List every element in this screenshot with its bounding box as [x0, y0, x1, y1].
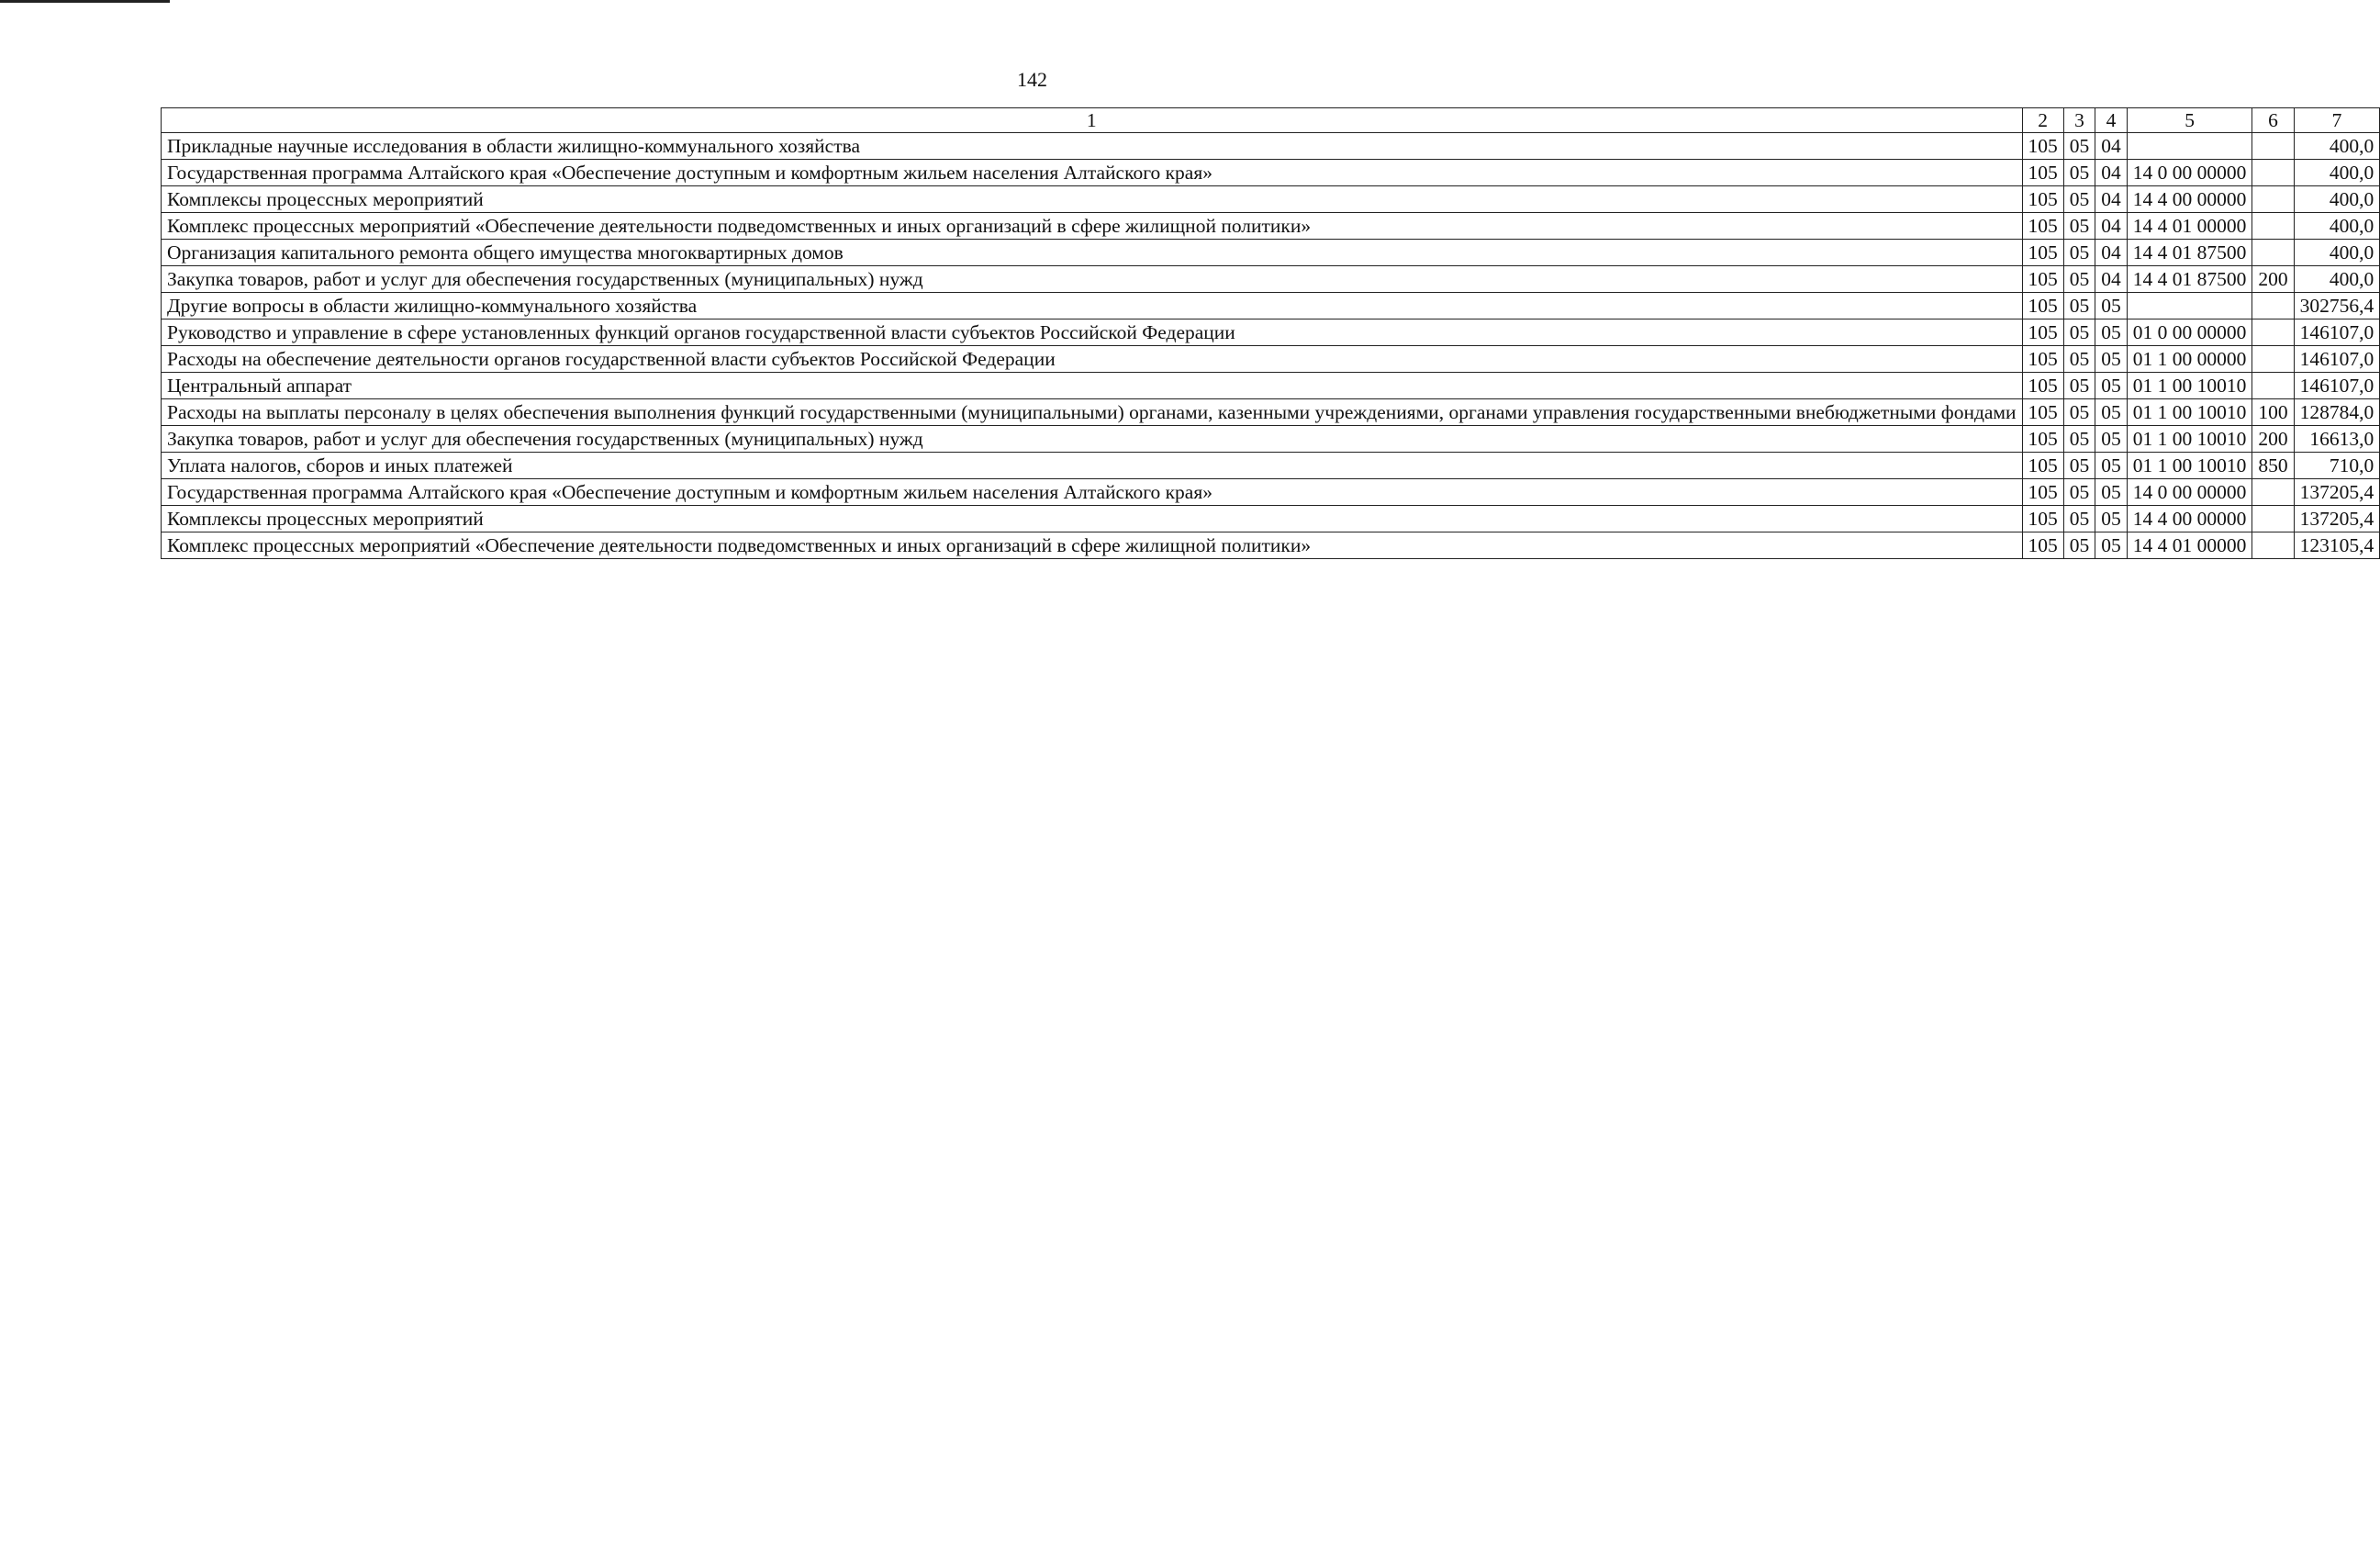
table-row [162, 213, 2380, 240]
amount: 710,0 [2294, 453, 2380, 479]
code-vid [2252, 373, 2294, 399]
code-glava: 105 [2022, 453, 2063, 479]
row-name: Расходы на обеспечение деятельности органов государственной власти субъектов Российской Федерации [162, 346, 2023, 373]
header-row [162, 108, 2380, 133]
code-target: 14 4 01 87500 [2127, 266, 2252, 293]
code-vid: 850 [2252, 453, 2294, 479]
table-row [162, 453, 2380, 479]
code-podrazdel: 05 [2095, 479, 2128, 506]
table-row [162, 266, 2380, 293]
row-name: Комплекс процессных мероприятий «Обеспечение деятельности подведомственных и иных организаций в сфере жилищной политики» [162, 213, 2023, 240]
code-podrazdel: 04 [2095, 213, 2128, 240]
column-header: 3 [2063, 108, 2095, 133]
code-podrazdel: 05 [2095, 506, 2128, 532]
amount: 146107,0 [2294, 319, 2380, 346]
code-glava: 105 [2022, 213, 2063, 240]
column-header: 4 [2095, 108, 2128, 133]
table-row [162, 186, 2380, 213]
code-podrazdel: 05 [2095, 426, 2128, 453]
code-podrazdel: 05 [2095, 319, 2128, 346]
amount: 400,0 [2294, 213, 2380, 240]
row-name: Комплексы процессных мероприятий [162, 506, 2023, 532]
code-glava: 105 [2022, 506, 2063, 532]
code-razdel: 05 [2063, 160, 2095, 186]
code-target: 01 1 00 10010 [2127, 399, 2252, 426]
table-row [162, 133, 2380, 160]
code-podrazdel: 04 [2095, 133, 2128, 160]
page-number: 142 [1017, 68, 1047, 91]
row-name: Комплекс процессных мероприятий «Обеспечение деятельности подведомственных и иных организаций в сфере жилищной политики» [162, 532, 2023, 559]
code-glava: 105 [2022, 426, 2063, 453]
table-row [162, 373, 2380, 399]
code-glava: 105 [2022, 373, 2063, 399]
table-row [162, 346, 2380, 373]
code-vid [2252, 506, 2294, 532]
row-name: Расходы на выплаты персоналу в целях обеспечения выполнения функций государственными (муниципальными) органами, казенными учреждениями, органами управления государственными внебюджетными фондами [162, 399, 2023, 426]
amount: 137205,4 [2294, 506, 2380, 532]
code-podrazdel: 04 [2095, 240, 2128, 266]
code-vid [2252, 479, 2294, 506]
table-row [162, 319, 2380, 346]
code-razdel: 05 [2063, 453, 2095, 479]
code-target: 14 4 01 00000 [2127, 213, 2252, 240]
code-razdel: 05 [2063, 373, 2095, 399]
code-glava: 105 [2022, 160, 2063, 186]
code-podrazdel: 05 [2095, 346, 2128, 373]
code-vid: 200 [2252, 266, 2294, 293]
code-vid [2252, 346, 2294, 373]
row-name: Уплата налогов, сборов и иных платежей [162, 453, 2023, 479]
column-header: 2 [2022, 108, 2063, 133]
code-podrazdel: 04 [2095, 186, 2128, 213]
table-row [162, 426, 2380, 453]
code-razdel: 05 [2063, 532, 2095, 559]
code-target: 14 0 00 00000 [2127, 160, 2252, 186]
row-name: Закупка товаров, работ и услуг для обеспечения государственных (муниципальных) нужд [162, 266, 2023, 293]
code-glava: 105 [2022, 186, 2063, 213]
amount: 146107,0 [2294, 373, 2380, 399]
code-razdel: 05 [2063, 186, 2095, 213]
code-target: 14 4 00 00000 [2127, 506, 2252, 532]
table-row [162, 479, 2380, 506]
code-razdel: 05 [2063, 133, 2095, 160]
amount: 123105,4 [2294, 532, 2380, 559]
code-target [2127, 293, 2252, 319]
column-header: 7 [2294, 108, 2380, 133]
code-vid [2252, 240, 2294, 266]
code-target: 01 1 00 10010 [2127, 426, 2252, 453]
code-podrazdel: 04 [2095, 160, 2128, 186]
code-razdel: 05 [2063, 426, 2095, 453]
code-vid: 200 [2252, 426, 2294, 453]
code-glava: 105 [2022, 266, 2063, 293]
code-podrazdel: 05 [2095, 373, 2128, 399]
amount: 128784,0 [2294, 399, 2380, 426]
code-razdel: 05 [2063, 266, 2095, 293]
top-rule [0, 0, 170, 3]
code-glava: 105 [2022, 293, 2063, 319]
amount: 16613,0 [2294, 426, 2380, 453]
code-razdel: 05 [2063, 399, 2095, 426]
code-vid [2252, 319, 2294, 346]
code-razdel: 05 [2063, 293, 2095, 319]
code-target: 14 4 00 00000 [2127, 186, 2252, 213]
code-glava: 105 [2022, 346, 2063, 373]
budget-table [161, 107, 2380, 559]
code-razdel: 05 [2063, 346, 2095, 373]
code-target: 14 4 01 00000 [2127, 532, 2252, 559]
column-header: 5 [2127, 108, 2252, 133]
amount: 400,0 [2294, 160, 2380, 186]
code-vid [2252, 186, 2294, 213]
code-target: 01 1 00 00000 [2127, 346, 2252, 373]
code-target: 01 1 00 10010 [2127, 453, 2252, 479]
table-row [162, 506, 2380, 532]
row-name: Центральный аппарат [162, 373, 2023, 399]
code-glava: 105 [2022, 319, 2063, 346]
amount: 400,0 [2294, 186, 2380, 213]
code-vid [2252, 532, 2294, 559]
amount: 302756,4 [2294, 293, 2380, 319]
table-row [162, 399, 2380, 426]
code-razdel: 05 [2063, 506, 2095, 532]
row-name: Другие вопросы в области жилищно-коммунального хозяйства [162, 293, 2023, 319]
code-razdel: 05 [2063, 213, 2095, 240]
table-row [162, 532, 2380, 559]
row-name: Организация капитального ремонта общего имущества многоквартирных домов [162, 240, 2023, 266]
code-target [2127, 133, 2252, 160]
code-razdel: 05 [2063, 479, 2095, 506]
code-podrazdel: 05 [2095, 293, 2128, 319]
code-vid [2252, 160, 2294, 186]
code-glava: 105 [2022, 479, 2063, 506]
table-row [162, 240, 2380, 266]
code-glava: 105 [2022, 532, 2063, 559]
table-row [162, 293, 2380, 319]
code-podrazdel: 05 [2095, 532, 2128, 559]
row-name: Закупка товаров, работ и услуг для обеспечения государственных (муниципальных) нужд [162, 426, 2023, 453]
amount: 146107,0 [2294, 346, 2380, 373]
code-glava: 105 [2022, 240, 2063, 266]
row-name: Государственная программа Алтайского края «Обеспечение доступным и комфортным жильем населения Алтайского края» [162, 160, 2023, 186]
row-name: Руководство и управление в сфере установленных функций органов государственной власти субъектов Российской Федерации [162, 319, 2023, 346]
code-target: 01 0 00 00000 [2127, 319, 2252, 346]
row-name: Прикладные научные исследования в области жилищно-коммунального хозяйства [162, 133, 2023, 160]
column-header: 1 [162, 108, 2023, 133]
amount: 400,0 [2294, 266, 2380, 293]
row-name: Комплексы процессных мероприятий [162, 186, 2023, 213]
code-target: 14 4 01 87500 [2127, 240, 2252, 266]
row-name: Государственная программа Алтайского края «Обеспечение доступным и комфортным жильем населения Алтайского края» [162, 479, 2023, 506]
code-glava: 105 [2022, 133, 2063, 160]
code-podrazdel: 05 [2095, 453, 2128, 479]
code-razdel: 05 [2063, 319, 2095, 346]
code-vid [2252, 133, 2294, 160]
column-header: 6 [2252, 108, 2294, 133]
code-target: 01 1 00 10010 [2127, 373, 2252, 399]
amount: 400,0 [2294, 133, 2380, 160]
code-vid [2252, 293, 2294, 319]
code-target: 14 0 00 00000 [2127, 479, 2252, 506]
code-podrazdel: 04 [2095, 266, 2128, 293]
code-vid: 100 [2252, 399, 2294, 426]
code-podrazdel: 05 [2095, 399, 2128, 426]
table-row [162, 160, 2380, 186]
code-vid [2252, 213, 2294, 240]
code-glava: 105 [2022, 399, 2063, 426]
amount: 400,0 [2294, 240, 2380, 266]
code-razdel: 05 [2063, 240, 2095, 266]
amount: 137205,4 [2294, 479, 2380, 506]
